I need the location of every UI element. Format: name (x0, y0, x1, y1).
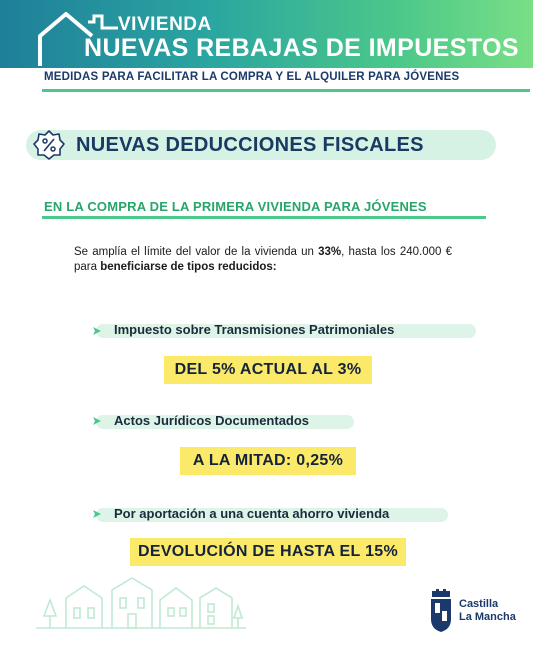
item-label: Actos Jurídicos Documentados (114, 413, 310, 428)
chevron-right-icon (92, 416, 102, 426)
item-label: Por aportación a una cuenta ahorro vivienda (114, 506, 390, 521)
item-highlight: DEL 5% ACTUAL AL 3% (164, 356, 372, 384)
subsection-title: EN LA COMPRA DE LA PRIMERA VIVIENDA PARA JÓVENES (44, 199, 427, 214)
header-banner (0, 0, 533, 68)
percent-increase: 33% (318, 246, 342, 258)
item-highlight: A LA MITAD: 0,25% (180, 447, 356, 475)
castilla-la-mancha-crest-icon (428, 589, 454, 633)
header-subheading: MEDIDAS PARA FACILITAR LA COMPRA Y EL ALQUILER PARA JÓVENES (44, 71, 460, 83)
subheading-divider (42, 89, 530, 92)
intro-paragraph: Se amplía el límite del valor de la vivienda un 33%, hasta los 240.000 € para beneficiarse de tipos reducidos: (74, 246, 452, 273)
header-title: NUEVAS REBAJAS DE IMPUESTOS (84, 34, 519, 62)
section-title: NUEVAS DEDUCCIONES FISCALES (76, 134, 424, 156)
benefit-text: beneficiarse de tipos reducidos: (100, 261, 277, 273)
header-kicker: VIVIENDA (118, 14, 212, 35)
brand-logo-text: Castilla La Mancha (459, 598, 516, 623)
subsection-divider (42, 216, 486, 219)
houses-illustration (36, 576, 246, 632)
item-label: Impuesto sobre Transmisiones Patrimoniales (114, 322, 395, 337)
chevron-right-icon (92, 326, 102, 336)
item-highlight: DEVOLUCIÓN DE HASTA EL 15% (130, 538, 406, 566)
percent-badge-icon (32, 129, 66, 161)
chevron-right-icon (92, 509, 102, 519)
